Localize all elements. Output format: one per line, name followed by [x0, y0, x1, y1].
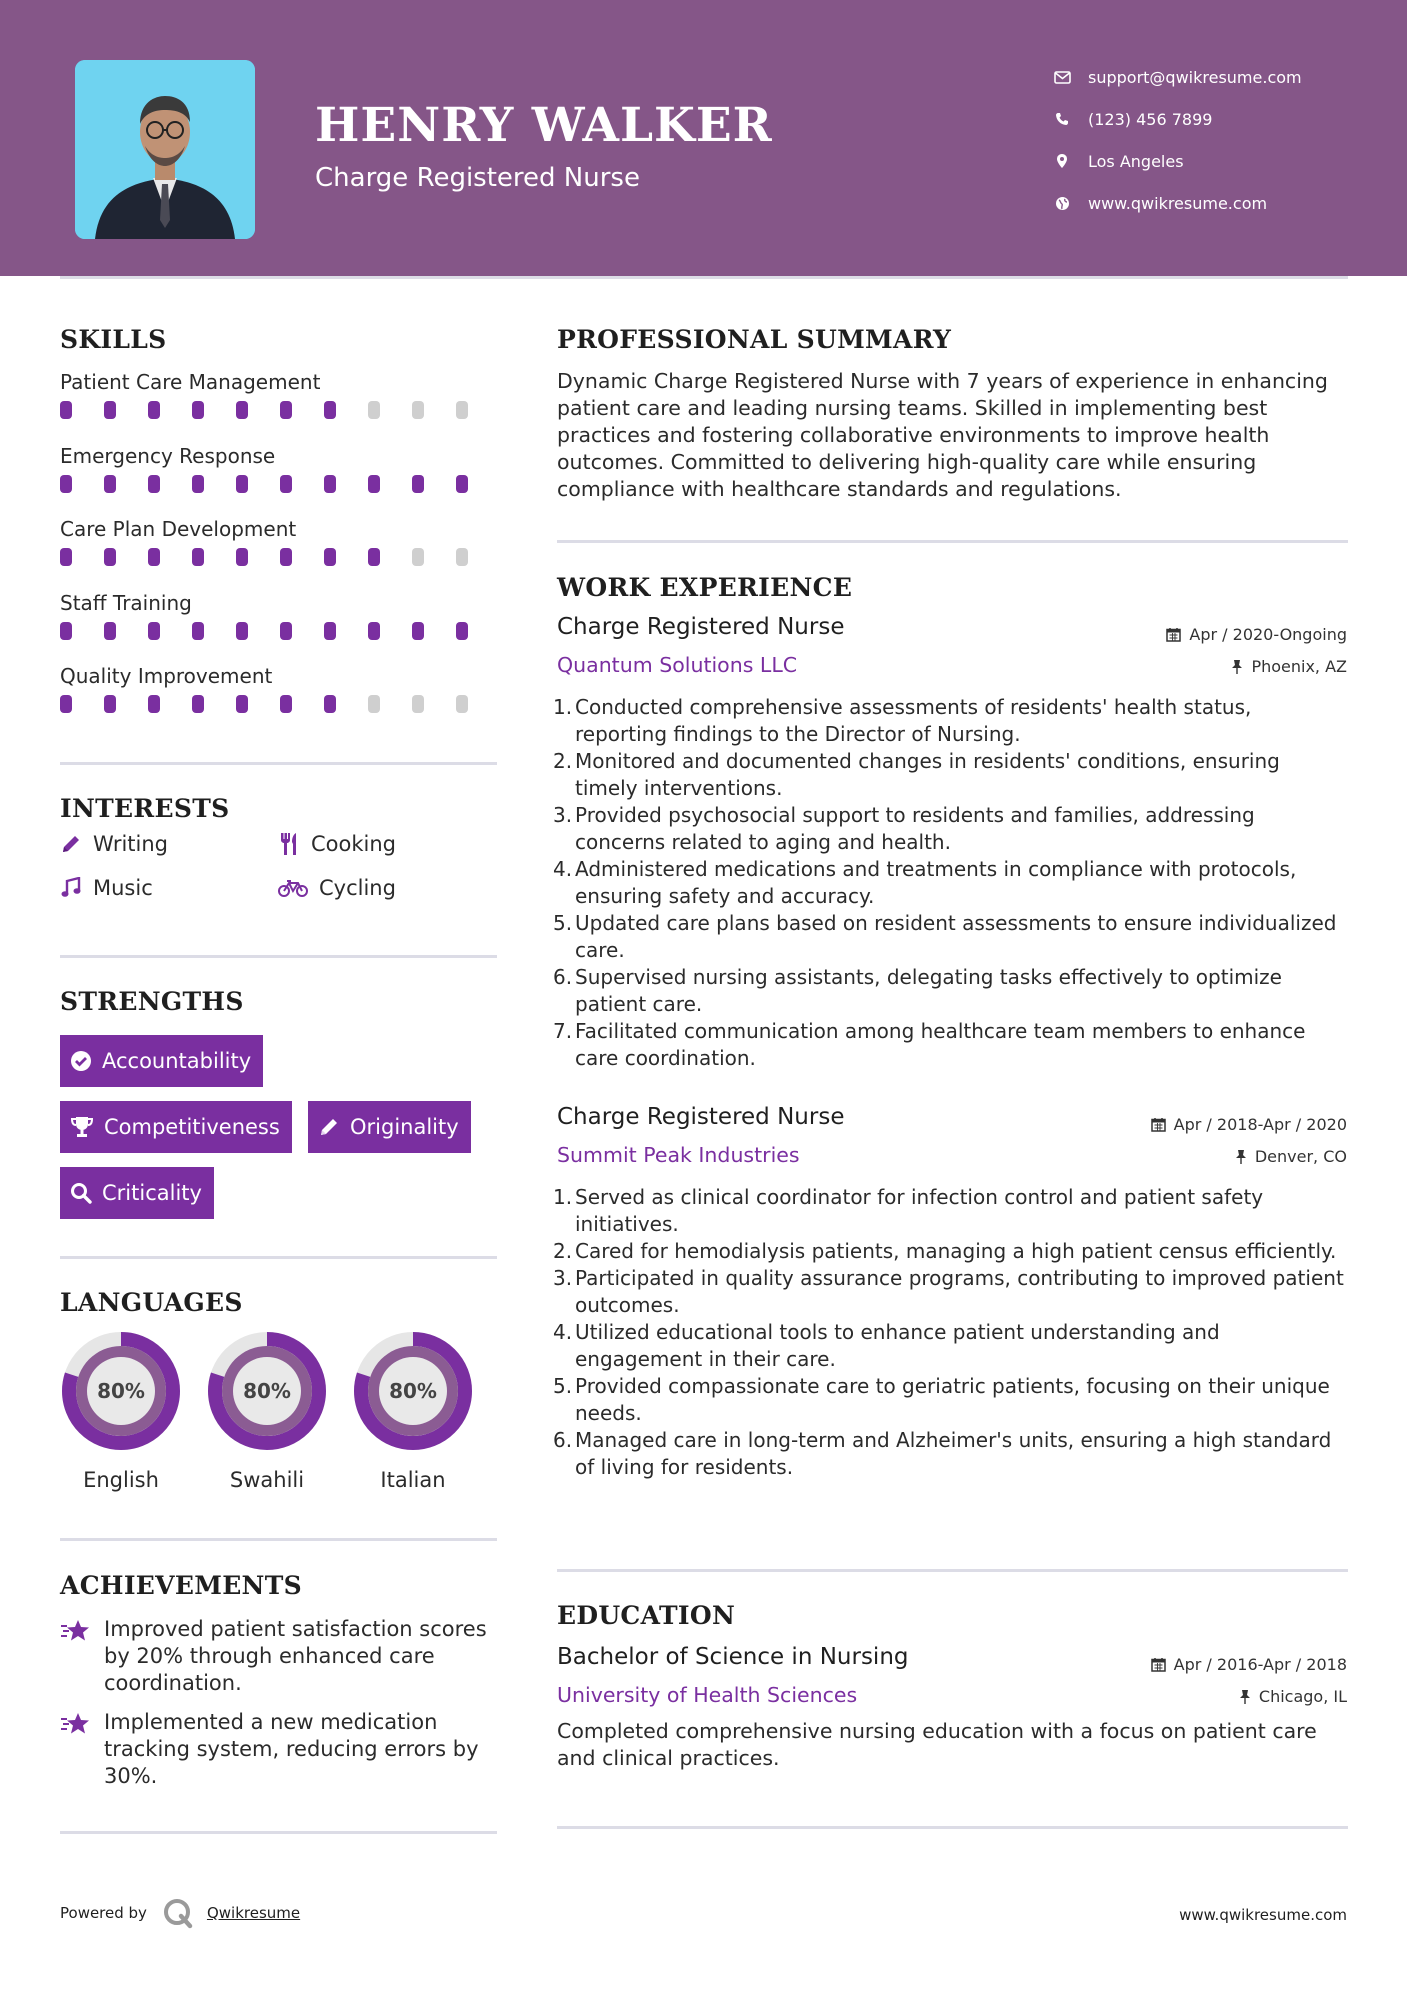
rating-dot-filled: [324, 548, 336, 566]
rating-dot-filled: [280, 622, 292, 640]
rating-dot-filled: [148, 548, 160, 566]
rating-dot-filled: [324, 475, 336, 493]
rating-dot-filled: [456, 475, 468, 493]
education-location: [1239, 1687, 1347, 1706]
achievements-heading: ACHIEVEMENTS: [60, 1571, 302, 1600]
search-icon: [70, 1182, 92, 1204]
education-dates-text: Apr / 2016-Apr / 2018: [1173, 1655, 1347, 1674]
job-bullets: [553, 694, 1347, 1072]
rating-dot-filled: [60, 401, 72, 419]
rating-dot-filled: [412, 622, 424, 640]
contact-website-text: www.qwikresume.com: [1088, 193, 1268, 213]
strength-label: Criticality: [102, 1181, 202, 1205]
envelope-icon: [1050, 71, 1088, 84]
rating-dot-empty: [412, 695, 424, 713]
contact-location-text: Los Angeles: [1088, 151, 1184, 171]
rating-dot-filled: [280, 475, 292, 493]
education-school: University of Health Sciences: [557, 1683, 858, 1707]
rating-dot-filled: [148, 695, 160, 713]
interest-item: [60, 832, 168, 856]
trophy-icon: [70, 1116, 94, 1138]
job-title: Charge Registered Nurse: [557, 614, 845, 640]
interest-label: Cycling: [319, 876, 396, 900]
bullet-item: 7. Facilitated communication among healthcare team members to enhance care coordination.: [553, 1019, 1306, 1070]
contact-website[interactable]: [1050, 182, 1380, 224]
rating-dot-filled: [60, 695, 72, 713]
language-item: [352, 1330, 474, 1492]
skill-name: Emergency Response: [60, 443, 276, 468]
rating-dot-filled: [192, 548, 204, 566]
job-company: Summit Peak Industries: [557, 1143, 800, 1167]
interest-item: [278, 832, 396, 856]
bullet-item: 5. Updated care plans based on resident assessments to ensure individualized care.: [553, 911, 1337, 962]
languages-divider: [60, 1538, 497, 1541]
bullet-item: 4. Administered medications and treatments in compliance with protocols, ensuring safety and accuracy.: [553, 857, 1297, 908]
rating-dot-filled: [60, 548, 72, 566]
language-percent: 80%: [389, 1379, 437, 1403]
rating-dot-filled: [236, 695, 248, 713]
bullet-item: 5. Provided compassionate care to geriatric patients, focusing on their unique needs.: [553, 1374, 1330, 1425]
interests-divider: [60, 955, 497, 958]
rating-dot-filled: [236, 475, 248, 493]
skill-rating: [60, 401, 500, 419]
skill-item: [60, 590, 500, 664]
rating-dot-filled: [324, 695, 336, 713]
rating-dot-filled: [368, 622, 380, 640]
rating-dot-filled: [456, 622, 468, 640]
contact-email[interactable]: [1050, 56, 1380, 98]
interest-item: [278, 876, 396, 900]
contact-email-text: support@qwikresume.com: [1088, 67, 1302, 87]
rating-dot-filled: [412, 475, 424, 493]
bullet-item: 2. Cared for hemodialysis patients, managing a high patient census efficiently.: [553, 1239, 1337, 1263]
pushpin-icon: [1235, 1149, 1247, 1164]
rating-dot-filled: [104, 548, 116, 566]
star-badge-icon: [60, 1711, 92, 1737]
job-location-text: Denver, CO: [1254, 1147, 1347, 1166]
bullet-text: Managed care in long-term and Alzheimer's units, ensuring a high standard of living for residents.: [575, 1428, 1332, 1479]
calendar-icon: [1166, 627, 1181, 642]
skills-divider: [60, 762, 497, 765]
rating-dot-filled: [60, 475, 72, 493]
powered-by-text: Powered by: [60, 1904, 147, 1922]
rating-dot-filled: [368, 548, 380, 566]
pencil-icon: [60, 833, 82, 855]
rating-dot-filled: [60, 622, 72, 640]
skill-name: Quality Improvement: [60, 664, 273, 688]
interest-label: Music: [93, 876, 153, 900]
education-description: Completed comprehensive nursing education with a focus on patient care and clinical practices.: [557, 1719, 1317, 1770]
education-heading: EDUCATION: [557, 1601, 736, 1630]
job-company: Quantum Solutions LLC: [557, 653, 798, 677]
strength-chip: [308, 1101, 471, 1153]
qwikresume-logo-icon: [161, 1896, 195, 1930]
strength-label: Competitiveness: [104, 1115, 280, 1139]
job-bullets: [553, 1184, 1347, 1481]
interest-label: Writing: [93, 832, 168, 856]
bullet-text: Utilized educational tools to enhance patient understanding and engagement in their care.: [575, 1320, 1220, 1371]
star-badge-icon: [60, 1618, 92, 1644]
job-location: [1235, 1147, 1347, 1166]
location-pin-icon: [1050, 153, 1088, 169]
skill-item: [60, 516, 500, 590]
bullet-text: Administered medications and treatments in compliance with protocols, ensuring safety and accuracy.: [575, 857, 1297, 908]
resume-header: [0, 0, 1407, 276]
bullet-text: Supervised nursing assistants, delegating tasks effectively to optimize patient care.: [575, 965, 1282, 1016]
music-note-icon: [60, 877, 82, 899]
bullet-item: 2. Monitored and documented changes in residents' conditions, ensuring timely interventions.: [553, 749, 1280, 800]
job-title: Charge Registered Nurse: [557, 1104, 845, 1130]
achievements-divider: [60, 1831, 497, 1834]
pushpin-icon: [1239, 1689, 1251, 1704]
language-item: [206, 1330, 328, 1492]
bullet-item: 3. Provided psychosocial support to residents and families, addressing concerns related to aging and health.: [553, 803, 1255, 854]
rating-dot-empty: [368, 401, 380, 419]
rating-dot-empty: [412, 401, 424, 419]
language-name: Swahili: [229, 1468, 305, 1492]
candidate-name: HENRY WALKER: [315, 98, 773, 153]
pushpin-icon: [1231, 659, 1243, 674]
rating-dot-empty: [412, 548, 424, 566]
skill-item: [60, 369, 500, 443]
contact-location: [1050, 140, 1380, 182]
skills-list: [60, 369, 500, 737]
strengths-heading: STRENGTHS: [60, 987, 244, 1016]
skill-item: [60, 443, 500, 517]
rating-dot-filled: [236, 622, 248, 640]
rating-dot-filled: [192, 475, 204, 493]
strength-chip: [60, 1167, 214, 1219]
skill-rating: [60, 622, 500, 640]
skill-rating: [60, 475, 500, 493]
summary-divider: [557, 540, 1348, 543]
rating-dot-filled: [148, 401, 160, 419]
skill-rating: [60, 695, 500, 713]
pencil-icon: [318, 1116, 340, 1138]
bullet-item: 1. Served as clinical coordinator for infection control and patient safety initiatives.: [553, 1185, 1264, 1236]
bullet-text: Served as clinical coordinator for infection control and patient safety initiatives.: [575, 1185, 1264, 1236]
language-name: English: [83, 1468, 159, 1492]
education-location-text: Chicago, IL: [1258, 1687, 1347, 1706]
interest-label: Cooking: [311, 832, 396, 856]
skill-item: [60, 663, 500, 737]
footer-powered-by: [60, 1896, 300, 1930]
strengths-divider: [60, 1256, 497, 1259]
education-entry: [557, 1644, 1347, 1784]
rating-dot-filled: [148, 475, 160, 493]
job-entry: [553, 1104, 1347, 1524]
job-dates: [1166, 625, 1347, 644]
rating-dot-empty: [368, 695, 380, 713]
rating-dot-filled: [148, 622, 160, 640]
skills-heading: SKILLS: [60, 325, 167, 354]
profile-photo: [75, 60, 255, 239]
skill-name: Care Plan Development: [60, 517, 297, 541]
achievement-text: Implemented a new medication tracking system, reducing errors by 30%.: [104, 1710, 479, 1788]
education-divider: [557, 1826, 1348, 1829]
achievement-text: Improved patient satisfaction scores by 20% through enhanced care coordination.: [104, 1617, 487, 1695]
job-dates-text: Apr / 2020-Ongoing: [1189, 625, 1347, 644]
rating-dot-filled: [280, 548, 292, 566]
skill-rating: [60, 548, 500, 566]
language-item: [60, 1330, 182, 1492]
rating-dot-empty: [456, 548, 468, 566]
bullet-item: 4. Utilized educational tools to enhance patient understanding and engagement in their care.: [553, 1320, 1220, 1371]
skill-name: Staff Training: [60, 590, 192, 615]
rating-dot-filled: [236, 548, 248, 566]
education-degree: Bachelor of Science in Nursing: [557, 1644, 909, 1670]
rating-dot-filled: [192, 622, 204, 640]
job-dates-text: Apr / 2018-Apr / 2020: [1173, 1115, 1347, 1134]
interest-item: [60, 876, 153, 900]
job-location-text: Phoenix, AZ: [1251, 657, 1347, 676]
achievement-item: [60, 1709, 500, 1790]
bullet-text: Participated in quality assurance programs, contributing to improved patient outcomes.: [575, 1266, 1344, 1317]
calendar-icon: [1151, 1117, 1166, 1132]
bicycle-icon: [278, 878, 308, 898]
calendar-icon: [1151, 1657, 1166, 1672]
bullet-text: Cared for hemodialysis patients, managing a high patient census efficiently.: [575, 1239, 1337, 1263]
bullet-text: Conducted comprehensive assessments of residents' health status, reporting findings to the Director of Nursing.: [575, 695, 1252, 746]
experience-divider: [557, 1569, 1348, 1572]
rating-dot-filled: [104, 695, 116, 713]
strength-chip: [60, 1101, 292, 1153]
bullet-text: Facilitated communication among healthcare team members to enhance care coordination.: [575, 1019, 1306, 1070]
rating-dot-empty: [456, 695, 468, 713]
bullet-text: Provided compassionate care to geriatric patients, focusing on their unique needs.: [575, 1374, 1330, 1425]
footer-website[interactable]: www.qwikresume.com: [1179, 1906, 1347, 1924]
rating-dot-empty: [456, 401, 468, 419]
globe-icon: [1050, 196, 1088, 211]
rating-dot-filled: [324, 622, 336, 640]
interests-heading: INTERESTS: [60, 794, 230, 823]
job-location: [1231, 657, 1347, 676]
bullet-item: 6. Supervised nursing assistants, delegating tasks effectively to optimize patient care.: [553, 965, 1282, 1016]
education-dates: [1151, 1655, 1347, 1674]
achievement-item: [60, 1616, 500, 1697]
utensils-icon: [278, 832, 300, 856]
rating-dot-filled: [368, 475, 380, 493]
summary-text: Dynamic Charge Registered Nurse with 7 years of experience in enhancing patient care and leading nursing teams. Skilled in implementing best practices and fostering collaborative environments to improve health outcomes. Committed to delivering high-quality care while ensuring compliance with healthcare standards and regulations.: [557, 369, 1328, 501]
header-divider: [60, 276, 1348, 279]
summary-heading: PROFESSIONAL SUMMARY: [557, 325, 952, 354]
phone-icon: [1050, 112, 1088, 126]
footer-brand-link[interactable]: Qwikresume: [206, 1904, 301, 1922]
language-name: Italian: [380, 1468, 446, 1492]
languages-heading: LANGUAGES: [60, 1288, 243, 1317]
experience-heading: WORK EXPERIENCE: [557, 573, 853, 602]
rating-dot-filled: [104, 475, 116, 493]
skill-name: Patient Care Management: [60, 370, 321, 394]
check-circle-icon: [70, 1050, 92, 1072]
bullet-text: Provided psychosocial support to residents and families, addressing concerns related to aging and health.: [575, 803, 1255, 854]
bullet-item: 6. Managed care in long-term and Alzheimer's units, ensuring a high standard of living for residents.: [553, 1428, 1332, 1479]
job-dates: [1151, 1115, 1347, 1134]
language-progress-ring: [352, 1330, 474, 1452]
contact-phone[interactable]: [1050, 98, 1380, 140]
language-percent: 80%: [97, 1379, 145, 1403]
rating-dot-filled: [104, 401, 116, 419]
rating-dot-filled: [104, 622, 116, 640]
rating-dot-filled: [236, 401, 248, 419]
rating-dot-filled: [280, 695, 292, 713]
job-entry: [553, 614, 1347, 1074]
rating-dot-filled: [324, 401, 336, 419]
rating-dot-filled: [192, 695, 204, 713]
candidate-title: Charge Registered Nurse: [315, 163, 640, 193]
bullet-item: 3. Participated in quality assurance programs, contributing to improved patient outcomes.: [553, 1266, 1344, 1317]
contact-list: [1050, 56, 1380, 224]
bullet-text: Updated care plans based on resident assessments to ensure individualized care.: [575, 911, 1337, 962]
strength-chip: [60, 1035, 263, 1087]
bullet-text: Monitored and documented changes in residents' conditions, ensuring timely interventions.: [575, 749, 1280, 800]
language-percent: 80%: [243, 1379, 291, 1403]
bullet-item: 1. Conducted comprehensive assessments of residents' health status, reporting findings to the Director of Nursing.: [553, 695, 1252, 746]
rating-dot-filled: [192, 401, 204, 419]
strength-label: Originality: [350, 1115, 459, 1139]
rating-dot-filled: [280, 401, 292, 419]
strength-label: Accountability: [102, 1049, 252, 1073]
language-progress-ring: [60, 1330, 182, 1452]
language-progress-ring: [206, 1330, 328, 1452]
contact-phone-text: (123) 456 7899: [1088, 109, 1213, 129]
